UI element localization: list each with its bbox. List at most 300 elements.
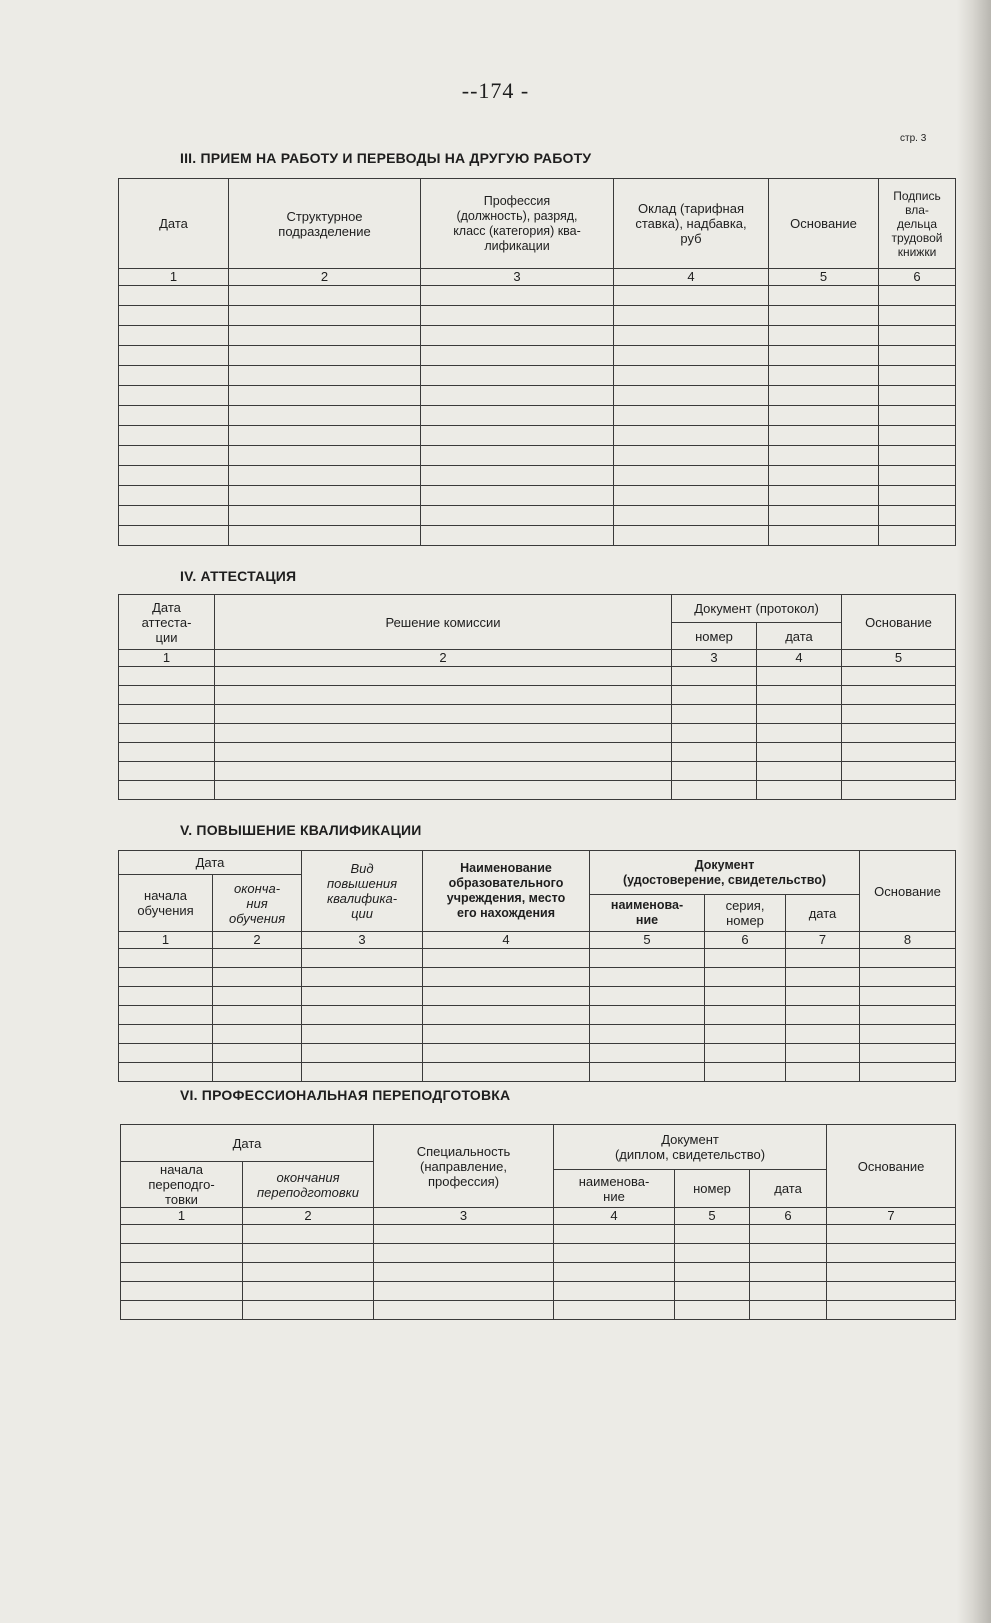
blank-cell [860, 1006, 956, 1025]
header-doc-number: номер [672, 623, 757, 650]
blank-cell [842, 743, 956, 762]
blank-cell [879, 286, 956, 306]
table-row [119, 1006, 956, 1025]
blank-cell [675, 1263, 750, 1282]
column-number: 1 [119, 932, 213, 949]
blank-cell [213, 1044, 302, 1063]
blank-cell [614, 286, 769, 306]
blank-cell [879, 406, 956, 426]
blank-cell [554, 1263, 675, 1282]
blank-cell [842, 724, 956, 743]
blank-cell [675, 1282, 750, 1301]
blank-cell [879, 446, 956, 466]
blank-cell [769, 346, 879, 366]
blank-cell [705, 1063, 786, 1082]
column-number: 5 [590, 932, 705, 949]
blank-cell [614, 326, 769, 346]
blank-cell [119, 486, 229, 506]
blank-cell [229, 326, 421, 346]
header-basis: Основание [827, 1125, 956, 1208]
blank-cell [423, 949, 590, 968]
table-row [119, 426, 956, 446]
blank-cell [769, 386, 879, 406]
blank-cell [879, 326, 956, 346]
header-decision: Решение комиссии [215, 595, 672, 650]
blank-cell [786, 968, 860, 987]
blank-cell [705, 987, 786, 1006]
blank-cell [769, 426, 879, 446]
blank-cell [757, 724, 842, 743]
blank-cell [879, 306, 956, 326]
blank-cell [215, 781, 672, 800]
table-row [119, 1025, 956, 1044]
header-doc-name: наименова- ние [590, 895, 705, 932]
table-row [119, 346, 956, 366]
section-5-title: V. ПОВЫШЕНИЕ КВАЛИФИКАЦИИ [180, 822, 422, 838]
blank-cell [786, 1063, 860, 1082]
header-start: начала переподго- товки [121, 1162, 243, 1208]
blank-cell [302, 968, 423, 987]
blank-cell [614, 466, 769, 486]
header-basis: Основание [842, 595, 956, 650]
blank-cell [705, 1006, 786, 1025]
blank-cell [119, 386, 229, 406]
blank-cell [879, 526, 956, 546]
column-number: 4 [423, 932, 590, 949]
blank-cell [119, 743, 215, 762]
section-6-title: VI. ПРОФЕССИОНАЛЬНАЯ ПЕРЕПОДГОТОВКА [180, 1087, 511, 1103]
blank-cell [119, 506, 229, 526]
table-row [119, 762, 956, 781]
blank-cell [229, 346, 421, 366]
blank-cell [879, 506, 956, 526]
blank-cell [614, 526, 769, 546]
blank-cell [827, 1301, 956, 1320]
blank-cell [769, 366, 879, 386]
header-doc-name: наименова- ние [554, 1170, 675, 1208]
column-number: 3 [302, 932, 423, 949]
blank-cell [213, 1025, 302, 1044]
table-row [119, 705, 956, 724]
table-row [119, 366, 956, 386]
header-row [119, 595, 956, 623]
table-row [121, 1282, 956, 1301]
blank-cell [119, 446, 229, 466]
table-row [119, 949, 956, 968]
column-number: 8 [860, 932, 956, 949]
blank-cell [119, 1044, 213, 1063]
blank-cell [215, 667, 672, 686]
blank-cell [229, 486, 421, 506]
blank-cell [119, 686, 215, 705]
column-number: 1 [119, 650, 215, 667]
header-salary: Оклад (тарифная ставка), надбавка, руб [614, 179, 769, 269]
blank-cell [827, 1282, 956, 1301]
blank-cell [229, 286, 421, 306]
blank-cell [229, 526, 421, 546]
blank-cell [121, 1225, 243, 1244]
blank-cell [423, 1063, 590, 1082]
table-row [119, 968, 956, 987]
blank-cell [215, 705, 672, 724]
section-3-title: III. ПРИЕМ НА РАБОТУ И ПЕРЕВОДЫ НА ДРУГУЮ РАБОТУ [180, 150, 592, 166]
column-number: 2 [215, 650, 672, 667]
header-end: оконча- ния обучения [213, 875, 302, 932]
column-number: 7 [827, 1208, 956, 1225]
page-edge-shadow [957, 0, 991, 1623]
column-number-row [119, 932, 956, 949]
table-row [119, 667, 956, 686]
blank-cell [421, 386, 614, 406]
header-row [119, 179, 956, 269]
page-reference: стр. 3 [900, 133, 927, 144]
blank-cell [672, 724, 757, 743]
table-row [119, 286, 956, 306]
blank-cell [879, 426, 956, 446]
section-4-title: IV. АТТЕСТАЦИЯ [180, 568, 297, 584]
blank-cell [860, 1044, 956, 1063]
blank-cell [229, 306, 421, 326]
page-number: --174 - [461, 78, 530, 103]
table-row [119, 386, 956, 406]
header-document: Документ (протокол) [672, 595, 842, 623]
blank-cell [213, 968, 302, 987]
blank-cell [705, 968, 786, 987]
blank-cell [786, 1025, 860, 1044]
column-number-row [119, 650, 956, 667]
column-number: 6 [879, 269, 956, 286]
column-number: 5 [769, 269, 879, 286]
header-start: начала обучения [119, 875, 213, 932]
blank-cell [614, 486, 769, 506]
blank-cell [590, 1063, 705, 1082]
blank-cell [554, 1301, 675, 1320]
blank-cell [614, 406, 769, 426]
blank-cell [614, 426, 769, 446]
blank-cell [421, 506, 614, 526]
blank-cell [119, 426, 229, 446]
blank-cell [119, 326, 229, 346]
header-document: Документ (диплом, свидетельство) [554, 1125, 827, 1170]
blank-cell [374, 1225, 554, 1244]
header-signature: Подпись вла- дельца трудовой книжки [879, 179, 956, 269]
column-number: 3 [421, 269, 614, 286]
blank-cell [769, 406, 879, 426]
blank-cell [119, 667, 215, 686]
blank-cell [302, 1025, 423, 1044]
blank-cell [786, 987, 860, 1006]
blank-cell [614, 506, 769, 526]
blank-cell [119, 781, 215, 800]
blank-cell [119, 1025, 213, 1044]
column-number: 4 [554, 1208, 675, 1225]
blank-cell [769, 466, 879, 486]
table-row [121, 1301, 956, 1320]
blank-cell [215, 762, 672, 781]
blank-cell [215, 686, 672, 705]
blank-cell [757, 705, 842, 724]
blank-cell [769, 286, 879, 306]
blank-cell [421, 486, 614, 506]
blank-cell [614, 306, 769, 326]
blank-cell [302, 1063, 423, 1082]
blank-cell [243, 1225, 374, 1244]
section-3-table [118, 178, 956, 546]
section-5-table [118, 850, 956, 1082]
blank-cell [827, 1244, 956, 1263]
blank-cell [672, 781, 757, 800]
table-row [119, 743, 956, 762]
blank-cell [243, 1301, 374, 1320]
blank-cell [879, 346, 956, 366]
blank-cell [121, 1263, 243, 1282]
blank-cell [879, 366, 956, 386]
table-row [119, 987, 956, 1006]
blank-cell [675, 1244, 750, 1263]
blank-cell [590, 1006, 705, 1025]
blank-cell [215, 724, 672, 743]
header-date: Дата [119, 179, 229, 269]
blank-cell [423, 968, 590, 987]
blank-cell [423, 1006, 590, 1025]
section-6-table [120, 1124, 956, 1320]
blank-cell [879, 386, 956, 406]
header-doc-date: дата [750, 1170, 827, 1208]
blank-cell [374, 1263, 554, 1282]
blank-cell [705, 949, 786, 968]
blank-cell [229, 406, 421, 426]
blank-cell [672, 705, 757, 724]
blank-cell [119, 406, 229, 426]
section-3-body [119, 179, 956, 546]
blank-cell [757, 743, 842, 762]
blank-cell [421, 286, 614, 306]
table-row [121, 1263, 956, 1282]
column-number: 5 [675, 1208, 750, 1225]
blank-cell [614, 386, 769, 406]
header-doc-date: дата [757, 623, 842, 650]
blank-cell [842, 686, 956, 705]
blank-cell [757, 667, 842, 686]
blank-cell [119, 724, 215, 743]
column-number: 6 [750, 1208, 827, 1225]
blank-cell [121, 1244, 243, 1263]
blank-cell [827, 1225, 956, 1244]
header-institution: Наименование образовательного учреждения, место его нахождения [423, 851, 590, 932]
blank-cell [554, 1282, 675, 1301]
header-basis: Основание [769, 179, 879, 269]
blank-cell [119, 705, 215, 724]
blank-cell [672, 743, 757, 762]
blank-cell [590, 968, 705, 987]
blank-cell [374, 1282, 554, 1301]
blank-cell [860, 949, 956, 968]
blank-cell [786, 1044, 860, 1063]
blank-cell [119, 346, 229, 366]
table-row [119, 506, 956, 526]
column-number: 2 [229, 269, 421, 286]
blank-cell [423, 1044, 590, 1063]
blank-cell [119, 949, 213, 968]
section-5-body [119, 851, 956, 1082]
header-row [121, 1125, 956, 1162]
blank-cell [374, 1301, 554, 1320]
blank-cell [860, 987, 956, 1006]
column-number: 4 [757, 650, 842, 667]
blank-cell [614, 366, 769, 386]
blank-cell [672, 686, 757, 705]
blank-cell [421, 406, 614, 426]
blank-cell [374, 1244, 554, 1263]
blank-cell [672, 762, 757, 781]
blank-cell [119, 968, 213, 987]
table-row [119, 1063, 956, 1082]
blank-cell [554, 1244, 675, 1263]
blank-cell [119, 1063, 213, 1082]
header-doc-date: дата [786, 895, 860, 932]
blank-cell [421, 426, 614, 446]
blank-cell [229, 466, 421, 486]
blank-cell [421, 306, 614, 326]
blank-cell [675, 1301, 750, 1320]
blank-cell [705, 1044, 786, 1063]
blank-cell [119, 306, 229, 326]
header-doc-number: номер [675, 1170, 750, 1208]
table-row [119, 446, 956, 466]
table-row [119, 526, 956, 546]
blank-cell [229, 426, 421, 446]
blank-cell [769, 326, 879, 346]
header-document: Документ (удостоверение, свидетельство) [590, 851, 860, 895]
blank-cell [842, 667, 956, 686]
blank-cell [614, 446, 769, 466]
column-number: 6 [705, 932, 786, 949]
blank-cell [243, 1282, 374, 1301]
blank-cell [302, 987, 423, 1006]
blank-cell [119, 1006, 213, 1025]
blank-cell [842, 781, 956, 800]
table-row [121, 1244, 956, 1263]
blank-cell [750, 1301, 827, 1320]
blank-cell [119, 466, 229, 486]
column-number: 1 [119, 269, 229, 286]
blank-cell [243, 1263, 374, 1282]
blank-cell [769, 306, 879, 326]
table-row [119, 326, 956, 346]
blank-cell [842, 705, 956, 724]
blank-cell [213, 987, 302, 1006]
table-row [119, 466, 956, 486]
blank-cell [769, 526, 879, 546]
blank-cell [554, 1225, 675, 1244]
header-attestation-date: Дата аттеста- ции [119, 595, 215, 650]
table-row [119, 724, 956, 743]
column-number: 2 [243, 1208, 374, 1225]
table-row [119, 486, 956, 506]
blank-cell [213, 949, 302, 968]
blank-cell [769, 506, 879, 526]
section-4-table [118, 594, 956, 800]
blank-cell [121, 1282, 243, 1301]
blank-cell [672, 667, 757, 686]
blank-cell [302, 1006, 423, 1025]
blank-cell [229, 506, 421, 526]
blank-cell [421, 446, 614, 466]
table-row [119, 1044, 956, 1063]
blank-cell [750, 1244, 827, 1263]
header-basis: Основание [860, 851, 956, 932]
blank-cell [421, 466, 614, 486]
column-number: 3 [672, 650, 757, 667]
header-doc-series: серия, номер [705, 895, 786, 932]
blank-cell [842, 762, 956, 781]
blank-cell [119, 526, 229, 546]
header-date: Дата [121, 1125, 374, 1162]
table-row [119, 781, 956, 800]
blank-cell [229, 386, 421, 406]
blank-cell [675, 1225, 750, 1244]
column-number-row [121, 1208, 956, 1225]
blank-cell [421, 526, 614, 546]
blank-cell [302, 949, 423, 968]
section-4-body [119, 595, 956, 800]
column-number: 3 [374, 1208, 554, 1225]
blank-cell [215, 743, 672, 762]
section-6-body [121, 1125, 956, 1320]
table-row [119, 306, 956, 326]
blank-cell [243, 1244, 374, 1263]
column-number: 4 [614, 269, 769, 286]
column-number: 1 [121, 1208, 243, 1225]
blank-cell [860, 968, 956, 987]
blank-cell [757, 686, 842, 705]
blank-cell [119, 987, 213, 1006]
column-number-row [119, 269, 956, 286]
blank-cell [302, 1044, 423, 1063]
blank-cell [119, 762, 215, 781]
blank-cell [879, 466, 956, 486]
table-row [119, 406, 956, 426]
blank-cell [879, 486, 956, 506]
blank-cell [213, 1006, 302, 1025]
column-number: 5 [842, 650, 956, 667]
header-kind: Вид повышения квалифика- ции [302, 851, 423, 932]
blank-cell [769, 486, 879, 506]
table-row [119, 686, 956, 705]
blank-cell [423, 987, 590, 1006]
blank-cell [757, 762, 842, 781]
blank-cell [769, 446, 879, 466]
blank-cell [423, 1025, 590, 1044]
blank-cell [119, 366, 229, 386]
blank-cell [705, 1025, 786, 1044]
blank-cell [590, 1025, 705, 1044]
header-end: окончания переподготовки [243, 1162, 374, 1208]
blank-cell [119, 286, 229, 306]
header-row [119, 851, 956, 875]
blank-cell [786, 949, 860, 968]
blank-cell [421, 346, 614, 366]
header-date: Дата [119, 851, 302, 875]
blank-cell [590, 987, 705, 1006]
blank-cell [590, 949, 705, 968]
blank-cell [860, 1063, 956, 1082]
column-number: 7 [786, 932, 860, 949]
blank-cell [121, 1301, 243, 1320]
blank-cell [421, 366, 614, 386]
blank-cell [590, 1044, 705, 1063]
blank-cell [786, 1006, 860, 1025]
